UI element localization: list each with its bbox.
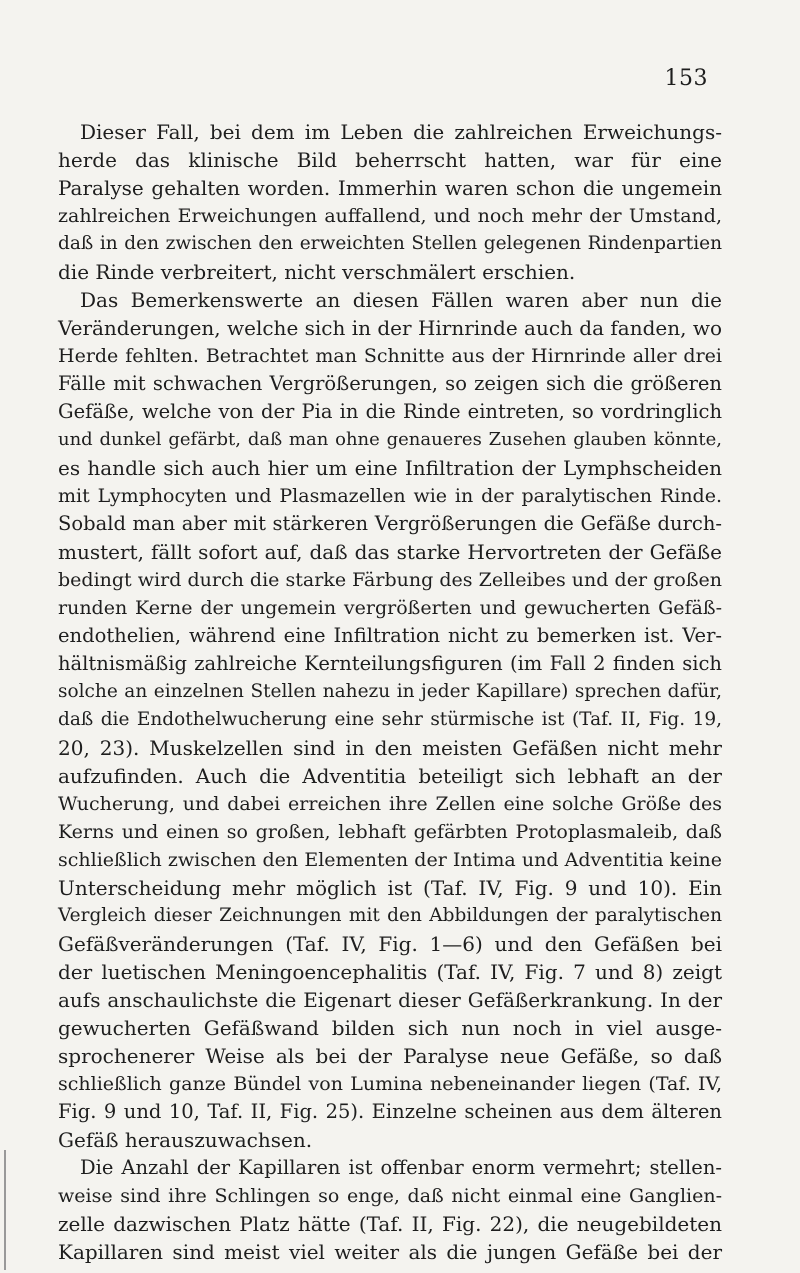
text-line: schließlich ganze Bündel von Lumina nebeneinander liegen (Taf. IV, <box>58 1073 722 1095</box>
text-line: hältnismäßig zahlreiche Kernteilungsfiguren (im Fall 2 finden sich <box>58 652 722 675</box>
text-line: Die Anzahl der Kapillaren ist offenbar enorm vermehrt; stellen- <box>80 1156 722 1179</box>
text-line: Gefäßveränderungen (Taf. IV, Fig. 1—6) und den Gefäßen bei <box>58 932 722 956</box>
body-text <box>58 118 722 1266</box>
text-line: solche an einzelnen Stellen nahezu in jeder Kapillare) sprechen dafür, <box>58 681 722 702</box>
text-line: mustert, fällt sofort auf, daß das starke Hervortreten der Gefäße <box>58 540 722 564</box>
text-line: Veränderungen, welche sich in der Hirnrinde auch da fanden, wo <box>58 316 722 340</box>
text-line: Vergleich dieser Zeichnungen mit den Abbildungen der paralytischen <box>58 905 722 926</box>
text-line: Paralyse gehalten worden. Immerhin waren schon die ungemein <box>58 176 722 200</box>
text-line: Fälle mit schwachen Vergrößerungen, so zeigen sich die größeren <box>58 372 722 395</box>
text-line: Herde fehlten. Betrachtet man Schnitte aus der Hirnrinde aller drei <box>58 345 722 367</box>
text-line: der luetischen Meningoencephalitis (Taf. IV, Fig. 7 und 8) zeigt <box>58 960 722 984</box>
text-line: gewucherten Gefäßwand bilden sich nun noch in viel ausge- <box>58 1016 722 1040</box>
text-line: die Rinde verbreitert, nicht verschmälert erschien. <box>58 260 576 284</box>
text-line: Gefäße, welche von der Pia in die Rinde eintreten, so vordringlich <box>58 400 722 423</box>
text-line: zahlreichen Erweichungen auffallend, und noch mehr der Umstand, <box>58 205 722 227</box>
text-line: mit Lymphocyten und Plasmazellen wie in der paralytischen Rinde. <box>58 485 722 507</box>
text-line: Unterscheidung mehr möglich ist (Taf. IV, Fig. 9 und 10). Ein <box>58 876 722 900</box>
page-number: 153 <box>664 66 708 91</box>
text-line: und dunkel gefärbt, daß man ohne genaueres Zusehen glauben könnte, <box>58 429 722 450</box>
text-line: aufs anschaulichste die Eigenart dieser Gefäßerkrankung. In der <box>58 988 722 1012</box>
text-line: daß die Endothelwucherung eine sehr stürmische ist (Taf. II, Fig. 19, <box>58 709 722 730</box>
text-line: Wucherung, und dabei erreichen ihre Zellen eine solche Größe des <box>58 793 722 815</box>
text-line: runden Kerne der ungemein vergrößerten und gewucherten Gefäß- <box>58 597 722 619</box>
text-line: Kerns und einen so großen, lebhaft gefärbten Protoplasmaleib, daß <box>58 821 722 843</box>
text-line: weise sind ihre Schlingen so enge, daß nicht einmal eine Ganglien- <box>58 1185 722 1207</box>
text-line: 20, 23). Muskelzellen sind in den meisten Gefäßen nicht mehr <box>58 736 722 760</box>
text-line: endothelien, während eine Infiltration nicht zu bemerken ist. Ver- <box>58 624 722 647</box>
page-edge-shadow <box>4 1150 6 1270</box>
text-line: Kapillaren sind meist viel weiter als die jungen Gefäße bei der <box>58 1240 722 1264</box>
text-line: schließlich zwischen den Elementen der Intima und Adventitia keine <box>58 849 722 871</box>
text-line: es handle sich auch hier um eine Infiltration der Lymphscheiden <box>58 456 722 480</box>
text-line: zelle dazwischen Platz hätte (Taf. II, Fig. 22), die neugebildeten <box>58 1212 722 1236</box>
text-line: daß in den zwischen den erweichten Stellen gelegenen Rindenpartien <box>58 233 722 254</box>
text-line: aufzufinden. Auch die Adventitia beteiligt sich lebhaft an der <box>58 764 722 788</box>
text-line: herde das klinische Bild beherrscht hatten, war für eine <box>58 148 722 172</box>
text-line: Sobald man aber mit stärkeren Vergrößerungen die Gefäße durch- <box>58 512 722 535</box>
text-line: Dieser Fall, bei dem im Leben die zahlreichen Erweichungs- <box>80 120 722 144</box>
text-line: Das Bemerkenswerte an diesen Fällen waren aber nun die <box>80 288 722 312</box>
text-line: bedingt wird durch die starke Färbung des Zelleibes und der großen <box>58 569 722 591</box>
text-line: Gefäß herauszuwachsen. <box>58 1128 313 1152</box>
text-line: sprochenerer Weise als bei der Paralyse neue Gefäße, so daß <box>58 1044 722 1068</box>
text-line: Fig. 9 und 10, Taf. II, Fig. 25). Einzelne scheinen aus dem älteren <box>58 1100 722 1123</box>
